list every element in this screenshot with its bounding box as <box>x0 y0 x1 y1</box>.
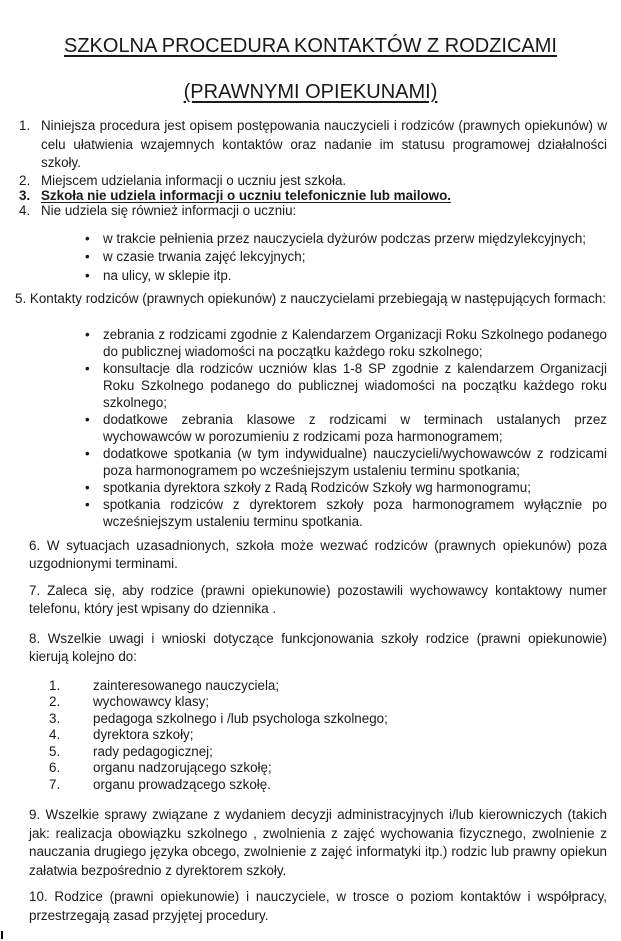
rule-item <box>19 117 607 173</box>
document-title-line-1: SZKOLNA PROCEDURA KONTAKTÓW Z RODZICAMI <box>63 35 557 57</box>
bullet-icon: • <box>85 360 90 376</box>
paragraph-10: 10. Rodzice (prawni opiekunowie) i nauczyciele, w trosce o poziom kontaktów i współpracy, przestrzegają zasad przyjętej procedury. <box>29 889 607 923</box>
bullet-text: w czasie trwania zajęć lekcyjnych; <box>103 249 306 264</box>
escalation-text: organu nadzorującego szkołę; <box>93 760 272 775</box>
list-item <box>85 267 607 286</box>
escalation-text: zainteresowanego nauczyciela; <box>93 677 280 693</box>
escalation-order-list <box>0 678 621 794</box>
bullet-text: w trakcie pełnienia przez nauczyciela dyżurów podczas przerw międzylekcyjnych; <box>103 230 587 246</box>
list-item <box>85 326 607 360</box>
escalation-number: 3. <box>49 710 61 726</box>
escalation-item <box>49 727 621 744</box>
rule-text: Nie udziela się również informacji o uczniu: <box>41 202 297 218</box>
scan-artifact-mark <box>1 931 3 939</box>
escalation-number: 2. <box>49 694 61 709</box>
escalation-item <box>49 710 621 728</box>
paragraph-5: 5. Kontakty rodziców (prawnych opiekunów) z nauczycielami przebiegają w następujących formach: <box>15 291 606 306</box>
escalation-number: 5. <box>49 743 61 759</box>
rule-text: Miejscem udzielania informacji o uczniu jest szkoła. <box>41 172 347 188</box>
bullet-text: dodatkowe spotkania (w tym indywidualne) nauczycieli/wychowawców z rodzicami poza harmonogramem po wcześniejszym ustaleniu terminu spotkania; <box>103 445 607 478</box>
escalation-text: pedagoga szkolnego i /lub psychologa szkolnego; <box>93 710 388 726</box>
list-item <box>85 445 607 479</box>
list-item <box>85 248 607 267</box>
escalation-text: organu prowadzącego szkołę. <box>93 776 271 792</box>
escalation-item <box>49 694 621 711</box>
bullet-text: spotkania dyrektora szkoły z Radą Rodziców Szkoły wg harmonogramu; <box>103 479 531 495</box>
bullet-icon: • <box>85 326 90 342</box>
paragraph-9: 9. Wszelkie sprawy związane z wydaniem decyzji administracyjnych i/lub kierowniczych (takich jak: realizacja obowiązku szkolnego , zwolnienia z zajęć wychowania fizycznego, zwolnienie z nauczania drugiego języka obcego, zwolnienie z zajęć informatyki itp.) rodzic lub prawny opiekun załatwia bezpośrednio z dyrektorem szkoły. <box>29 807 607 878</box>
rule-item <box>19 187 607 203</box>
bullet-icon: • <box>85 479 90 495</box>
bullet-text: spotkania rodziców z dyrektorem szkoły poza harmonogramem wyłącznie po wcześniejszym ustaleniu terminu spotkania. <box>103 496 607 529</box>
escalation-number: 6. <box>49 760 61 775</box>
list-item <box>85 479 607 496</box>
paragraph-7: 7. Zaleca się, aby rodzice (prawni opiekunowie) pozostawili wychowawcy kontaktowy numer telefonu, który jest wpisany do dziennika . <box>29 582 607 616</box>
rule-number: 3. <box>19 187 31 203</box>
bullet-icon: • <box>85 249 90 264</box>
escalation-text: rady pedagogicznej; <box>93 743 213 759</box>
bullet-text: konsultacje dla rodziców uczniów klas 1-8 SP zgodnie z kalendarzem Organizacji Roku Szkolnego podanego do publicznej wiadomości na początku każdego roku szkolnego; <box>103 360 607 410</box>
bullet-icon: • <box>85 267 90 283</box>
escalation-number: 7. <box>49 776 61 792</box>
escalation-text: dyrektora szkoły; <box>93 727 194 742</box>
rule-item <box>19 202 607 218</box>
document-title-line-2: (PRAWNYMI OPIEKUNAMI) <box>183 81 438 103</box>
escalation-item <box>49 743 621 761</box>
escalation-number: 1. <box>49 677 61 693</box>
no-info-bullet-list <box>0 230 621 286</box>
paragraph-8: 8. Wszelkie uwagi i wnioski dotyczące funkcjonowania szkoły rodzice (prawni opiekunowie) kierują kolejno do: <box>29 630 607 664</box>
rule-number: 2. <box>19 172 31 188</box>
list-item <box>85 360 607 411</box>
contact-forms-bullet-list <box>0 326 621 530</box>
rule-text: Szkoła nie udziela informacji o uczniu telefonicznie lub mailowo. <box>41 187 451 203</box>
rule-number: 1. <box>19 118 31 133</box>
main-rules-list <box>0 117 621 218</box>
bullet-icon: • <box>85 496 90 512</box>
list-item <box>85 411 607 445</box>
list-item <box>85 230 607 249</box>
list-item <box>85 496 607 530</box>
bullet-icon: • <box>85 445 90 461</box>
escalation-item <box>49 776 621 794</box>
bullet-text: dodatkowe zebrania klasowe z rodzicami w terminach ustalanych przez wychowawców w porozumieniu z rodzicami poza harmonogramem; <box>103 411 607 444</box>
escalation-text: wychowawcy klasy; <box>93 694 210 709</box>
bullet-text: zebrania z rodzicami zgodnie z Kalendarzem Organizacji Roku Szkolnego podanego do publicznej wiadomości na początku każdego roku szkolnego; <box>103 326 607 359</box>
rule-text: Niniejsza procedura jest opisem postępowania nauczycieli i rodziców (prawnych opiekunów) w celu ułatwienia wzajemnych kontaktów oraz nadanie im statusu programowej działalności szkoły. <box>41 118 607 170</box>
bullet-text: na ulicy, w sklepie itp. <box>103 267 232 283</box>
bullet-icon: • <box>85 230 90 246</box>
bullet-icon: • <box>85 411 90 427</box>
escalation-number: 4. <box>49 727 61 742</box>
paragraph-6: 6. W sytuacjach uzasadnionych, szkoła może wezwać rodziców (prawnych opiekunów) poza uzgodnionymi terminami. <box>29 537 607 571</box>
rule-number: 4. <box>19 202 31 218</box>
rule-item <box>19 172 607 188</box>
escalation-item <box>49 677 621 695</box>
escalation-item <box>49 760 621 777</box>
